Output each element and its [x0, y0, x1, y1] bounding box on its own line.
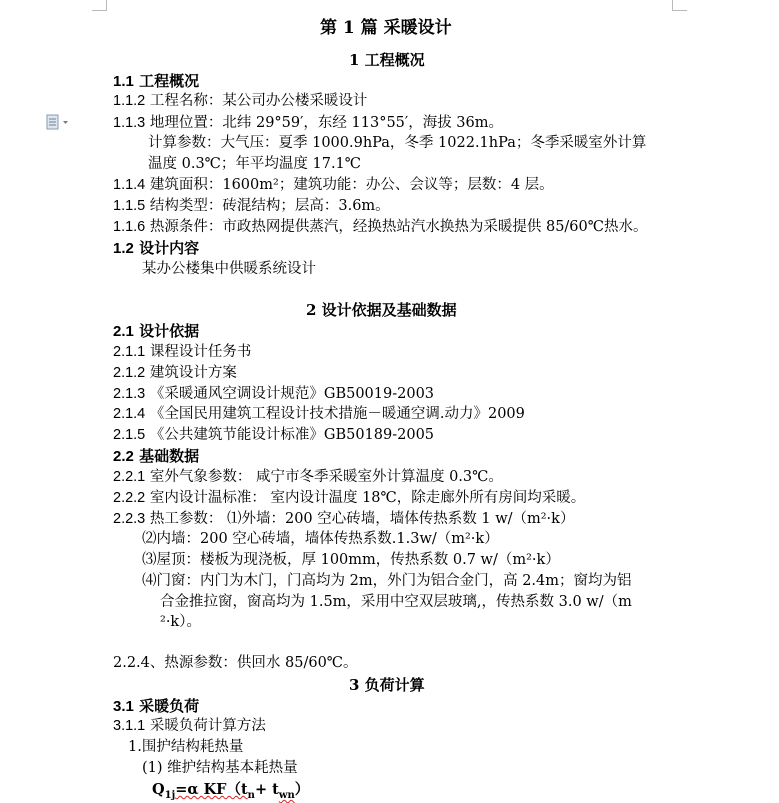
item-1-1-4: 1.1.4 建筑面积：1600m²；建筑功能：办公、会议等；层数：4 层。: [113, 177, 554, 193]
item-1-1-5: 1.1.5 结构类型：砖混结构；层高：3.6m。: [113, 198, 390, 214]
thermal-doors-windows-line-3: ²·k）。: [160, 614, 201, 630]
item-1-1-3: 1.1.3 地理位置：北纬 29°59′，东经 113°55′，海拔 36m。: [113, 115, 503, 131]
item-2-2-2: 2.2.2 室内设计温标准： 室内设计温度 18℃，除走廊外所有房间均采暖。: [113, 490, 586, 506]
item-1-1-6: 1.1.6 热源条件：市政热网提供蒸汽，经换热站汽水换热为采暖提供 85/60℃热水。: [113, 219, 648, 235]
basic-heat-loss-heading: (1) 维护结构基本耗热量: [142, 760, 298, 776]
item-2-1-4: 2.1.4 《全国民用建筑工程设计技术措施－暖通空调.动力》2009: [113, 406, 525, 422]
item-2-1-5: 2.1.5 《公共建筑节能设计标准》GB50189-2005: [113, 427, 435, 443]
section-heading-1-2: 1.2 设计内容: [113, 239, 200, 257]
item-1-1-2: 1.1.2 工程名称：某公司办公楼采暖设计: [113, 93, 368, 109]
thermal-roof: ⑶屋顶：楼板为现浇板，厚 100mm，传热系数 0.7 w/（m²·k）: [142, 552, 560, 568]
item-2-1-2: 2.1.2 建筑设计方案: [113, 365, 237, 381]
section-heading-2-2: 2.2 基础数据: [113, 447, 200, 465]
chapter-heading-1: 1 工程概况: [349, 51, 425, 69]
item-2-1-3: 2.1.3 《采暖通风空调设计规范》GB50019-2003: [113, 386, 435, 402]
paragraph-options-icon[interactable]: [46, 114, 72, 130]
section-heading-1-1: 1.1 工程概况: [113, 72, 200, 90]
section-heading-2-1: 2.1 设计依据: [113, 322, 200, 340]
section-heading-3-1: 3.1 采暖负荷: [113, 697, 200, 715]
heat-loss-formula: $Q_{1j}=\alpha$ $KF(t_n+ t_{wn})$: [152, 781, 310, 801]
crop-mark-top-right: [672, 0, 687, 11]
calc-params-line-2: 温度 0.3℃；年平均温度 17.1℃: [148, 156, 362, 172]
thermal-interior-wall: ⑵内墙：200 空心砖墙，墙体传热系数.1.3w/（m²·k）: [142, 531, 499, 547]
envelope-heat-loss-heading: 1.围护结构耗热量: [128, 739, 244, 755]
thermal-doors-windows-line-2: 合金推拉窗，窗高均为 1.5m，采用中空双层玻璃,，传热系数 3.0 w/（m: [160, 594, 632, 610]
chapter-heading-2: 2 设计依据及基础数据: [306, 301, 457, 319]
document-title: 第 1 篇 采暖设计: [320, 18, 452, 38]
thermal-doors-windows-line-1: ⑷门窗：内门为木门，门高均为 2m，外门为铝合金门，高 2.4m；窗均为铝: [142, 573, 632, 589]
item-2-2-3: 2.2.3 热工参数： ⑴外墙：200 空心砖墙，墙体传热系数 1 w/（m²·k）: [113, 511, 575, 527]
crop-mark-top-left: [92, 0, 107, 11]
calc-params-line-1: 计算参数：大气压：夏季 1000.9hPa，冬季 1022.1hPa；冬季采暖室外计算: [148, 135, 647, 151]
item-2-2-4: 2.2.4、热源参数：供回水 85/60℃。: [113, 655, 358, 671]
item-2-1-1: 2.1.1 课程设计任务书: [113, 344, 252, 360]
design-content-text: 某办公楼集中供暖系统设计: [142, 261, 316, 277]
item-3-1-1: 3.1.1 采暖负荷计算方法: [113, 718, 266, 734]
chapter-heading-3: 3 负荷计算: [349, 676, 425, 694]
item-2-2-1: 2.2.1 室外气象参数： 咸宁市冬季采暖室外计算温度 0.3℃。: [113, 469, 503, 485]
